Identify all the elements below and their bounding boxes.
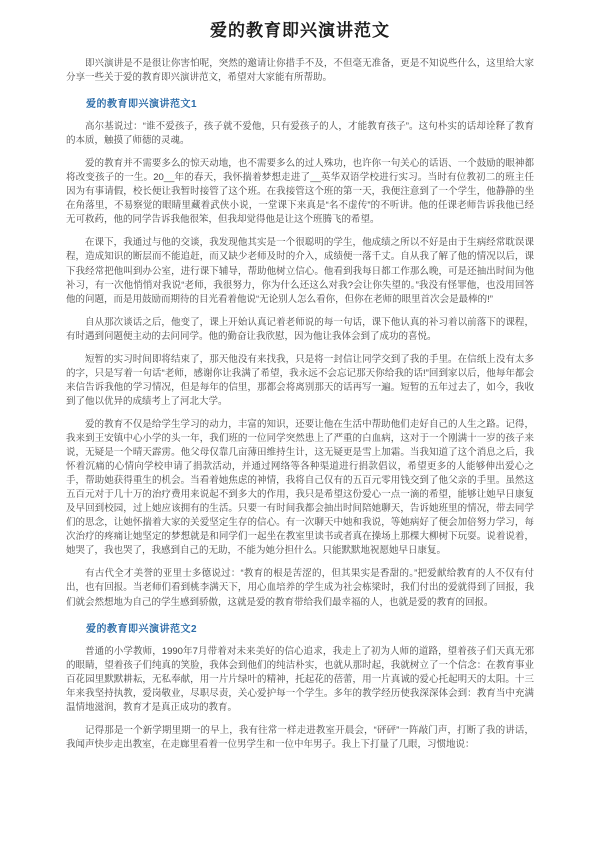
page-title: 爱的教育即兴演讲范文 bbox=[210, 21, 390, 40]
paragraph: 在课下，我通过与他的交谈，我发现他其实是一个很聪明的学生，他成绩之所以不好是由于生病经常耽误课程，造成知识的断层而不能追赶，而又缺少老师及时的介入，成绩便一落千丈。自从我了解了他的情况以后，课下我经常把他叫到办公室，进行课下辅导，帮助他树立信心。他看到我每日都工作那么晚，可是还抽出时间为他补习，有一次他悄悄对我说“老师，我很努力，你为什么还这么对我?会让你失望的。”我没有怪罪他，也没用回答他的问题，而是用鼓励而期待的目光看着他说“无论别人怎么看你，但你在老师的眼里首次会是最棒的!” bbox=[66, 237, 534, 305]
paragraph: 有古代全才美誉的亚里士多德说过：“教育的根是苦涩的，但其果实是香甜的。”把爱献给教育的人不仅有付出，也有回报。当老师们看到桃李满天下，用心血培养的学生成为社会栋梁时，我们付出的爱就得到了回报，我们就会然想地为自己的学生感到骄傲，这就是爱的教育带给我们最幸福的人，也就是爱的教育的回报。 bbox=[66, 568, 534, 608]
section-heading: 爱的教育即兴演讲范文1 bbox=[86, 99, 198, 111]
paragraph: 即兴演讲是不是很让你害怕呢，突然的邀请让你措手不及，不但毫无准备，更是不知说些什么，这里给大家分享一些关于爱的教育即兴演讲范文，希望对大家能有所帮助。 bbox=[66, 58, 534, 84]
paragraph: 爱的教育不仅是给学生学习的动力，丰富的知识，还要让他在生活中帮助他们走好自己的人生之路。记得，我来到王安镇中心小学的头一年，我们班的一位同学突然患上了严重的白血病，这对于一个刚满十一岁的孩子来说，无疑是一个晴天霹雳。他父母仅靠几亩薄田维持生计，这无疑更是雪上加霜。当我知道了这个消息之后，我怀着沉痛的心情向学校申请了捐款活动，并通过网络等各种渠道进行捐款倡议，希望更多的人能够伸出爱心之手，帮助她获得重生的机会。当看着她焦虑的神情，我将自己仅有的五百元零用钱交到了他父亲的手里。虽然这五百元对于几十万的治疗费用来说起不到多大的作用，我只是希望这份爱心一点一滴的希望，能够让她早日康复及早回到校园，过上她应该拥有的生活。只要一有时间我都会抽出时间陪她聊天，告诉她班里的情况，带去同学们的思念，让她怀揣着大家的关爱坚定生存的信心。有一次聊天中她和我说，等她病好了便会加倍努力学习，每次治疗的疼痛让她坚定的梦想就是和同学们一起坐在教室里读书或者真在操场上那棵大柳树下玩耍。说着说着，她哭了，我也哭了，我感到自己的无助，不能为她分担什么。只能默默地祝愿她早日康复。 bbox=[66, 418, 534, 557]
paragraph: 高尔基说过：“谁不爱孩子，孩子就不爱他，只有爱孩子的人，才能教育孩子”。这句朴实的话却诠释了教育的本质，触摸了师德的灵魂。 bbox=[66, 121, 534, 147]
article-body bbox=[66, 57, 534, 752]
paragraph: 普通的小学教师，1990年7月带着对未来美好的信心追求，我走上了初为人师的道路，望着孩子们天真无邪的眼睛，望着孩子们纯真的笑脸，我体会到他们的纯洁朴实，也就从那时起，我就树立了一个信念：在教育事业百花园里默默耕耘，无私奉献，用一片片绿叶的精神，托起花的蓓蕾，用一片真诚的爱心托起明天的太阳。十三年来我坚持执教，爱岗敬业，尽职尽责，关心爱护每一个学生。多年的教学经历使我深深体会到：教育当中充满温情地滋润，教育才是真正成功的教育。 bbox=[66, 645, 534, 713]
paragraph: 爱的教育并不需要多么的惊天动地，也不需要多么的过人殊功，也许你一句关心的话语、一个鼓励的眼神都将改变孩子的一生。20__年的春天，我怀揣着梦想走进了__英华双语学校进行实习。当时有位教初二的班主任因为有事请假，校长便让我暂时接管了这个班。在我接管这个班的第一天，我便注意到了一个学生，他静静的坐在角落里，不易察觉的眼睛里藏着武侠小说，一堂课下来真是“名不虚传”的不听讲。他的任课老师告诉我他已经无可救药，他的同学告诉我他很笨，但我却觉得他是让这个班腾飞的希望。 bbox=[66, 158, 534, 226]
paragraph: 短暂的实习时间即将结束了，那天他没有来找我，只是将一封信让同学交到了我的手里。在信纸上没有太多的字，只是写着一句话“老师，感谢你让我满了希望，我永远不会忘记那天你给我的话!”回到家以后，他每年都会来信告诉我他的学习情况，但是每年的信里，那都会将离别那天的话再写一遍。短暂的五年过去了，如今，我收到了他以优异的成绩考上了河北大学。 bbox=[66, 353, 534, 407]
section-heading: 爱的教育即兴演讲范文2 bbox=[86, 623, 198, 635]
paragraph: 自从那次谈话之后，他变了，课上开始认真记着老师说的每一句话，课下他认真的补习着以前落下的课程，有时遇到问题便主动的去问同学。他的勤奋让我欣慰，因为他让我体会到了成功的喜悦。 bbox=[66, 316, 534, 342]
paragraph: 记得那是一个新学期里期一的早上，我有往常一样走进教室开晨会，“砰砰”一阵敲门声，打断了我的讲话，我闻声快步走出教室，在走廊里看着一位男学生和一位中年男子。我上下打量了几眼，习惯地说： bbox=[66, 724, 534, 750]
